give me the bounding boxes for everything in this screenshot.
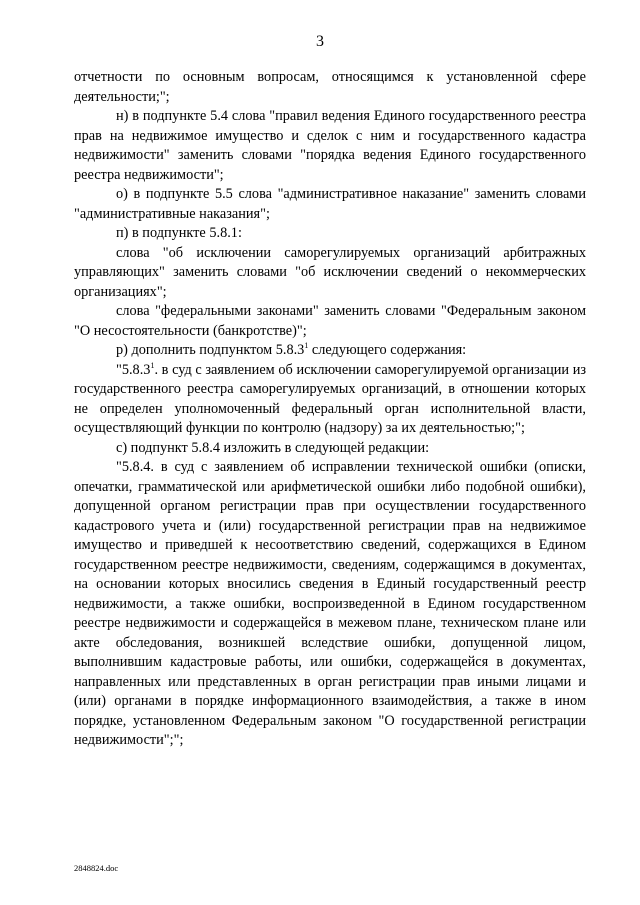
paragraph-item-r-tail: следующего содержания: [308, 342, 467, 358]
paragraph-5-8-3-1 [74, 361, 586, 439]
superscript-marker: 1 [150, 360, 155, 370]
paragraph-item-p-words-2: слова "федеральными законами" заменить словами "Федеральным законом "О несостоятельности (банкротстве)"; [74, 303, 586, 339]
paragraph-item-p: п) в подпункте 5.8.1: [116, 225, 242, 241]
footer-filename: 2848824.doc [74, 863, 119, 873]
paragraph-5-8-3-1-text: . в суд с заявлением об исключении саморегулируемой организации из государственного реестра саморегулируемых организаций, в отношении которых не определен уполномоченный федеральный орган исполнительной власти, осуществляющий функции по контролю (надзору) за их деятельностью;"; [74, 361, 586, 436]
paragraph-item-s: с) подпункт 5.8.4 изложить в следующей редакции: [116, 439, 430, 456]
paragraph-item-o: о) в подпункте 5.5 слова "административное наказание" заменить словами "административные наказания"; [74, 186, 586, 222]
paragraph-item-r [74, 341, 586, 361]
page-number: 3 [316, 33, 324, 50]
paragraph-item-n: н) в подпункте 5.4 слова "правил ведения Единого государственного реестра прав на недвижимое имущество и сделок с ним и государственного кадастра недвижимости" заменить словами "порядка ведения Единого государственного реестра недвижимости"; [74, 108, 586, 183]
paragraph-item-p-words-1: слова "об исключении саморегулируемых организаций арбитражных управляющих" заменить словами "об исключении сведений о некоммерческих организациях"; [74, 244, 586, 300]
superscript-marker: 1 [304, 341, 309, 350]
paragraph-5-8-3-1-number: "5.8.3 [116, 361, 151, 378]
paragraph-continuation: отчетности по основным вопросам, относящимся к установленной сфере деятельности;"; [74, 69, 586, 105]
paragraph-5-8-4: "5.8.4. в суд с заявлением об исправлении технической ошибки (описки, опечатки, грамматической или арифметической ошибки либо подобной ошибки), допущенной органом регистрации прав при осуществлении государственного кадастрового учета и (или) государственной регистрации прав на недвижимое имущество и приведшей к несоответствию сведений, содержащихся в Едином государственном реестре недвижимости, сведениям, содержащимся в документах, на основании которых вносились сведения в Единый государственный реестр недвижимости, а также ошибки, воспроизведенной в Едином государственном реестре недвижимости и содержащейся в межевом плане, техническом плане или акте обследования, возникшей вследствие ошибки, допущенной лицом, выполнившим кадастровые работы, или ошибки, содержащейся в документах, направленных или представленных в орган регистрации прав иными лицами и (или) органами в порядке информационного взаимодействия, а также в ином порядке, установленном Федеральным законом "О государственной регистрации недвижимости";"; [74, 459, 586, 748]
paragraph-item-r-text: р) дополнить подпунктом 5.8.3 [116, 342, 305, 358]
document-body [74, 68, 586, 751]
